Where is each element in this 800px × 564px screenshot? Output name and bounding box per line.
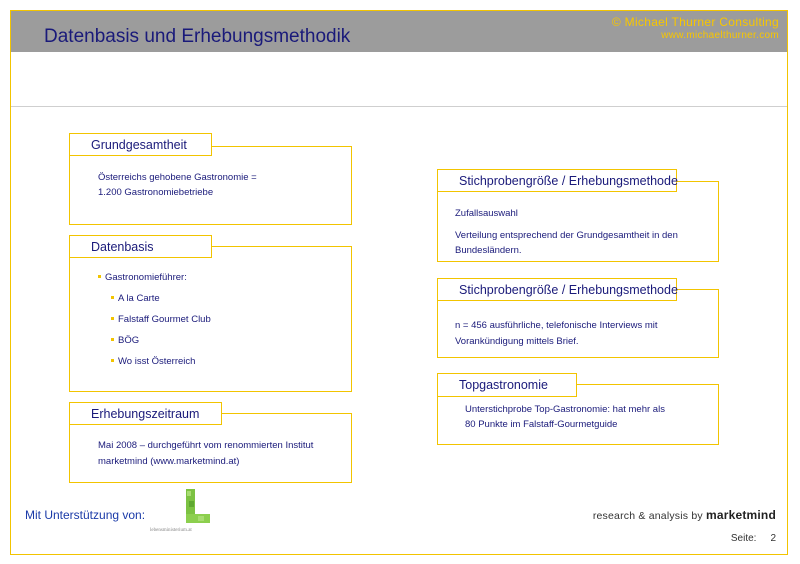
grundgesamtheit-heading: Grundgesamtheit xyxy=(69,133,212,156)
bullet-icon xyxy=(111,359,114,362)
stichprobe-1-line-1: Zufallsauswahl xyxy=(455,208,518,219)
page-indicator xyxy=(731,533,776,544)
erhebungszeitraum-line-1: Mai 2008 – durchgeführt vom renommierten Institut xyxy=(98,440,314,451)
research-prefix: research & analysis by xyxy=(592,510,703,522)
stichprobe-1-line-3: Bundesländern. xyxy=(455,245,522,256)
datenbasis-main-item-label: Gastronomieführer: xyxy=(105,272,187,283)
page-number: 2 xyxy=(770,533,776,544)
page-label: Seite: xyxy=(730,533,757,544)
grundgesamtheit-line-1: Österreichs gehobene Gastronomie = xyxy=(98,172,257,183)
topgastronomie-line-1: Unterstichprobe Top-Gastronomie: hat mehr als xyxy=(465,404,665,415)
stichprobe-2-heading: Stichprobengröße / Erhebungsmethode xyxy=(437,278,677,301)
erhebungszeitraum-heading: Erhebungszeitraum xyxy=(69,402,222,425)
bullet-icon xyxy=(111,296,114,299)
stichprobe-1-line-2: Verteilung entsprechend der Grundgesamtheit in den xyxy=(455,230,678,241)
research-credit xyxy=(593,508,776,522)
datenbasis-sub-item xyxy=(111,291,160,306)
grundgesamtheit-line-2: 1.200 Gastronomiebetriebe xyxy=(98,187,214,198)
datenbasis-sub-item-label: A la Carte xyxy=(118,293,160,304)
topgastronomie-heading: Topgastronomie xyxy=(437,373,577,397)
bullet-icon xyxy=(111,338,114,341)
bullet-icon xyxy=(111,317,114,320)
datenbasis-sub-item xyxy=(111,354,195,369)
support-label: Mit Unterstützung von: xyxy=(25,508,146,522)
research-brand: marketmind xyxy=(705,508,776,522)
bullet-icon xyxy=(98,275,101,278)
datenbasis-sub-item-label: Wo isst Österreich xyxy=(118,356,196,367)
datenbasis-sub-item xyxy=(111,312,211,327)
datenbasis-sub-item-label: BÖG xyxy=(118,335,140,346)
stichprobe-1-heading: Stichprobengröße / Erhebungsmethode xyxy=(437,169,677,192)
datenbasis-main-item xyxy=(98,270,187,285)
brand-name: © Michael Thurner Consulting xyxy=(611,15,779,29)
page-title: Datenbasis und Erhebungsmethodik xyxy=(44,26,351,47)
datenbasis-heading: Datenbasis xyxy=(69,235,212,258)
datenbasis-sub-item-label: Falstaff Gourmet Club xyxy=(118,314,211,325)
brand-url: www.michaelthurner.com xyxy=(661,30,779,41)
stichprobe-2-line-1: n = 456 ausführliche, telefonische Interviews mit xyxy=(455,320,658,331)
brand-block xyxy=(612,15,779,43)
erhebungszeitraum-line-2: marketmind (www.marketmind.at) xyxy=(98,456,240,467)
topgastronomie-line-2: 80 Punkte im Falstaff-Gourmetguide xyxy=(465,419,618,430)
lebensministerium-logo xyxy=(186,489,210,523)
header-divider xyxy=(11,106,787,107)
stichprobe-2-line-2: Vorankündigung mittels Brief. xyxy=(455,336,579,347)
datenbasis-sub-item xyxy=(111,333,139,348)
logo-caption: lebensministerium.at xyxy=(150,528,192,533)
